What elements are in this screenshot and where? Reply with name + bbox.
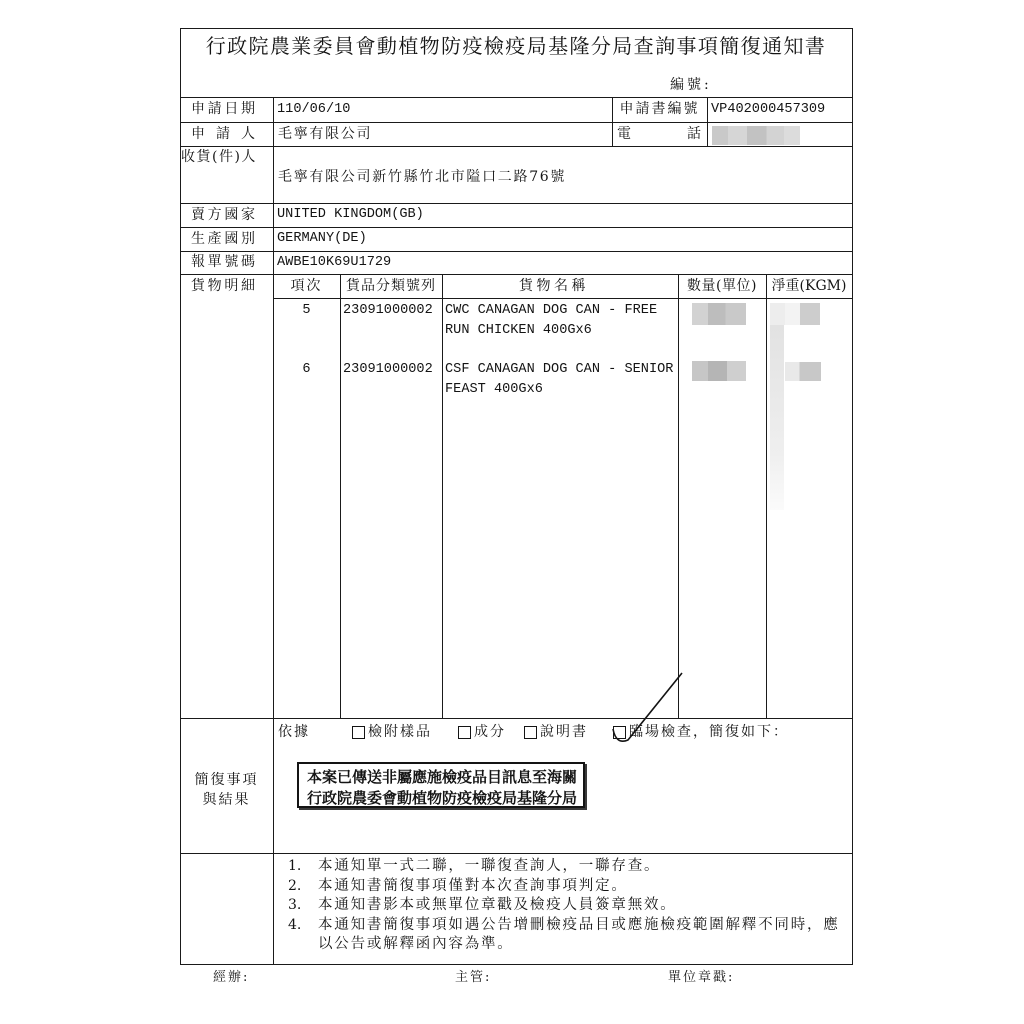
declaration-number-value: AWBE10K69U1729 — [277, 255, 392, 270]
goods-description: CWC CANAGAN DOG CAN - FREE RUN CHICKEN 400Gx6 — [445, 303, 658, 338]
form-number-value: VP402000457309 — [711, 102, 826, 117]
checkbox-manual — [524, 726, 537, 739]
note-number: 2. — [288, 877, 302, 894]
goods-detail-label: 貨物明細 — [191, 278, 257, 294]
declaration-number-label: 報單號碼 — [191, 254, 257, 270]
option-manual — [524, 723, 588, 741]
consignee-label: 收貨(件)人 — [181, 149, 257, 165]
note-text: 本通知書簡復事項如遇公告增刪檢疫品目或應施檢疫範圍解釋不同時，應以公告或解釋函內容為準。 — [318, 916, 840, 952]
basis-label: 依據 — [278, 724, 310, 740]
applicant-value: 毛寧有限公司 — [278, 126, 373, 142]
application-date-label: 申請日期 — [191, 101, 257, 117]
option-manual-label: 說明書 — [540, 724, 588, 740]
reply-section-label-line2: 與結果 — [202, 792, 251, 808]
option-ingredients — [458, 723, 506, 741]
column-header-hs-code: 貨品分類號列 — [346, 278, 436, 294]
column-header-item-no: 項次 — [290, 278, 323, 294]
item-number: 6 — [302, 362, 311, 377]
redacted-quantity — [692, 361, 746, 381]
redacted-phone — [712, 126, 800, 145]
checkbox-ingredients — [458, 726, 471, 739]
note-number: 3. — [288, 897, 302, 913]
phone-label: 電 話 — [617, 126, 701, 142]
checkbox-attached-sample — [352, 726, 365, 739]
application-date-value: 110/06/10 — [277, 102, 351, 117]
note-number: 4. — [288, 916, 302, 933]
redacted-net-weight — [770, 303, 820, 325]
official-stamp — [297, 762, 585, 808]
note-text: 本通知書簡復事項僅對本次查詢事項判定。 — [318, 877, 628, 894]
consignee-value: 毛寧有限公司新竹縣竹北市隘口二路76號 — [278, 169, 567, 185]
seller-country-value: UNITED KINGDOM(GB) — [277, 207, 424, 222]
note-text: 本通知單一式二聯，一聯復查詢人，一聯存查。 — [318, 858, 661, 874]
checkbox-onsite-inspection — [613, 726, 626, 739]
option-onsite-inspection-label: 臨場檢查 — [629, 724, 693, 740]
stamp-line-1: 本案已傳送非屬應施檢疫品目訊息至海關 — [307, 768, 578, 786]
redacted-net-weight — [785, 362, 821, 381]
form-number-label: 申請書編號 — [619, 101, 700, 117]
column-header-description: 貨物名稱 — [519, 278, 589, 294]
seller-country-label: 賣方國家 — [191, 207, 257, 223]
supervisor-label: 主管: — [455, 970, 492, 985]
note-number: 1. — [288, 858, 302, 874]
origin-country-value: GERMANY(DE) — [277, 231, 367, 246]
applicant-label: 申 請 人 — [191, 126, 257, 142]
serial-number-label: 編號: — [670, 77, 712, 93]
handler-label: 經辦: — [213, 970, 250, 985]
hs-code: 23091000002 — [343, 303, 433, 318]
hand-drawn-check-icon — [611, 670, 687, 746]
reply-intro-suffix: ，簡復如下： — [693, 724, 789, 740]
column-header-net-weight: 淨重(KGM) — [771, 278, 847, 294]
reply-section-label-line1: 簡復事項 — [194, 772, 259, 788]
option-attached-sample-label: 檢附樣品 — [368, 724, 432, 740]
origin-country-label: 生產國別 — [191, 231, 257, 247]
note-text: 本通知書影本或無單位章戳及檢疫人員簽章無效。 — [318, 897, 677, 913]
option-attached-sample — [352, 723, 432, 741]
column-header-quantity: 數量(單位) — [687, 278, 757, 294]
item-number: 5 — [302, 303, 311, 318]
goods-description: CSF CANAGAN DOG CAN - SENIOR FEAST 400Gx6 — [445, 362, 674, 397]
redaction-smear — [770, 325, 784, 510]
unit-seal-label: 單位章戳: — [668, 970, 735, 985]
stamp-line-2: 行政院農委會動植物防疫檢疫局基隆分局 — [307, 789, 578, 807]
hs-code: 23091000002 — [343, 362, 433, 377]
document-title: 行政院農業委員會動植物防疫檢疫局基隆分局查詢事項簡復通知書 — [205, 34, 827, 58]
redacted-quantity — [692, 303, 746, 325]
option-ingredients-label: 成分 — [474, 724, 506, 740]
option-onsite-inspection — [613, 723, 789, 741]
